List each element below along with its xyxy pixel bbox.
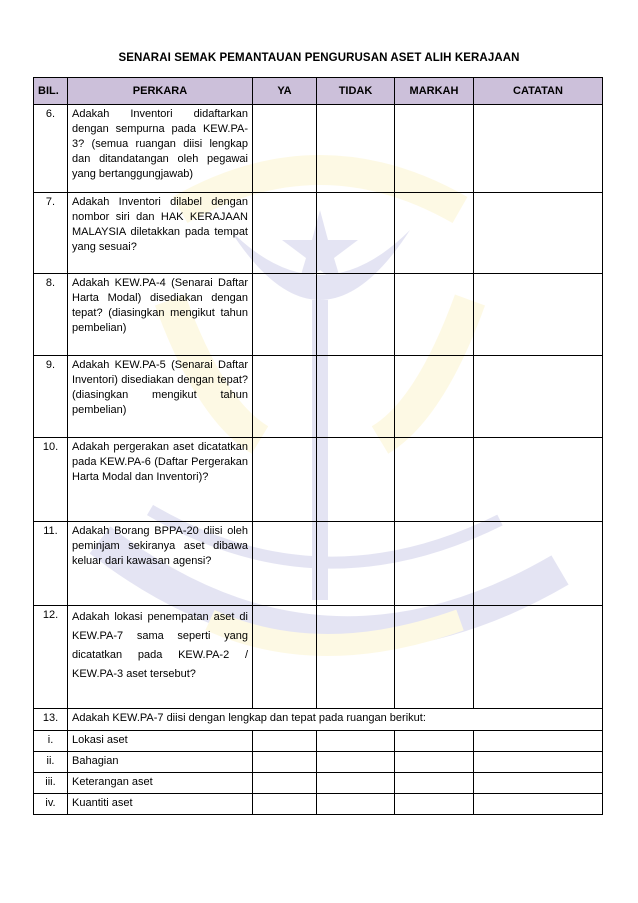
row-number: i.	[34, 731, 68, 752]
ya-cell[interactable]	[253, 438, 317, 522]
table-row	[34, 773, 603, 794]
markah-cell[interactable]	[395, 794, 474, 815]
row-item-text: Adakah lokasi penempatan aset di KEW.PA-7 sama seperti yang dicatatkan pada KEW.PA-2 / KEW.PA-3 aset tersebut?	[68, 606, 253, 709]
row-item-text: Adakah Borang BPPA-20 diisi oleh peminjam sekiranya aset dibawa keluar dari kawasan agensi?	[68, 522, 253, 606]
row-item-text: Lokasi aset	[68, 731, 253, 752]
catatan-cell[interactable]	[474, 105, 603, 193]
table-row	[34, 709, 603, 731]
row-number: iii.	[34, 773, 68, 794]
row-item-text: Adakah KEW.PA-5 (Senarai Daftar Inventori) disediakan dengan tepat? (diasingkan mengikut tahun pembelian)	[68, 356, 253, 438]
header-perkara: PERKARA	[68, 78, 253, 105]
catatan-cell[interactable]	[474, 274, 603, 356]
table-row	[34, 606, 603, 709]
catatan-cell[interactable]	[474, 794, 603, 815]
ya-cell[interactable]	[253, 794, 317, 815]
row-item-text: Keterangan aset	[68, 773, 253, 794]
ya-cell[interactable]	[253, 522, 317, 606]
tidak-cell[interactable]	[317, 356, 395, 438]
row-number: 13.	[34, 709, 68, 731]
tidak-cell[interactable]	[317, 522, 395, 606]
tidak-cell[interactable]	[317, 731, 395, 752]
tidak-cell[interactable]	[317, 193, 395, 274]
markah-cell[interactable]	[395, 773, 474, 794]
header-row	[34, 78, 603, 105]
row-item-text: Adakah Inventori didaftarkan dengan sempurna pada KEW.PA-3? (semua ruangan diisi lengkap dan ditandatangan oleh pegawai yang bertanggungjawab)	[68, 105, 253, 193]
markah-cell[interactable]	[395, 731, 474, 752]
row-number: 6.	[34, 105, 68, 193]
header-tidak: TIDAK	[317, 78, 395, 105]
checklist-table	[33, 77, 603, 815]
markah-cell[interactable]	[395, 356, 474, 438]
ya-cell[interactable]	[253, 752, 317, 773]
ya-cell[interactable]	[253, 606, 317, 709]
row-number: 7.	[34, 193, 68, 274]
table-row	[34, 274, 603, 356]
table-row	[34, 105, 603, 193]
markah-cell[interactable]	[395, 193, 474, 274]
table-row	[34, 356, 603, 438]
markah-cell[interactable]	[395, 438, 474, 522]
tidak-cell[interactable]	[317, 752, 395, 773]
header-markah: MARKAH	[395, 78, 474, 105]
row-number: iv.	[34, 794, 68, 815]
markah-cell[interactable]	[395, 522, 474, 606]
catatan-cell[interactable]	[474, 193, 603, 274]
table-row	[34, 794, 603, 815]
catatan-cell[interactable]	[474, 356, 603, 438]
markah-cell[interactable]	[395, 274, 474, 356]
ya-cell[interactable]	[253, 193, 317, 274]
table-row	[34, 193, 603, 274]
catatan-cell[interactable]	[474, 522, 603, 606]
catatan-cell[interactable]	[474, 773, 603, 794]
row-number: ii.	[34, 752, 68, 773]
ya-cell[interactable]	[253, 274, 317, 356]
header-bil: BIL.	[34, 78, 68, 105]
tidak-cell[interactable]	[317, 105, 395, 193]
header-ya: YA	[253, 78, 317, 105]
row-item-text: Adakah KEW.PA-7 diisi dengan lengkap dan tepat pada ruangan berikut:	[68, 709, 603, 731]
document-title: SENARAI SEMAK PEMANTAUAN PENGURUSAN ASET ALIH KERAJAAN	[118, 52, 520, 64]
row-item-text: Kuantiti aset	[68, 794, 253, 815]
row-number: 11.	[34, 522, 68, 606]
tidak-cell[interactable]	[317, 606, 395, 709]
markah-cell[interactable]	[395, 105, 474, 193]
catatan-cell[interactable]	[474, 606, 603, 709]
catatan-cell[interactable]	[474, 731, 603, 752]
row-item-text: Bahagian	[68, 752, 253, 773]
table-row	[34, 438, 603, 522]
row-item-text: Adakah KEW.PA-4 (Senarai Daftar Harta Modal) disediakan dengan tepat? (diasingkan mengikut tahun pembelian)	[68, 274, 253, 356]
catatan-cell[interactable]	[474, 752, 603, 773]
catatan-cell[interactable]	[474, 438, 603, 522]
row-number: 9.	[34, 356, 68, 438]
table-row	[34, 752, 603, 773]
table-row	[34, 731, 603, 752]
row-item-text: Adakah Inventori dilabel dengan nombor siri dan HAK KERAJAAN MALAYSIA diletakkan pada tempat yang sesuai?	[68, 193, 253, 274]
table-row	[34, 522, 603, 606]
markah-cell[interactable]	[395, 606, 474, 709]
tidak-cell[interactable]	[317, 274, 395, 356]
tidak-cell[interactable]	[317, 438, 395, 522]
ya-cell[interactable]	[253, 356, 317, 438]
tidak-cell[interactable]	[317, 773, 395, 794]
ya-cell[interactable]	[253, 773, 317, 794]
ya-cell[interactable]	[253, 731, 317, 752]
tidak-cell[interactable]	[317, 794, 395, 815]
markah-cell[interactable]	[395, 752, 474, 773]
row-item-text: Adakah pergerakan aset dicatatkan pada KEW.PA-6 (Daftar Pergerakan Harta Modal dan Inventori)?	[68, 438, 253, 522]
header-catatan: CATATAN	[474, 78, 603, 105]
row-number: 12.	[34, 606, 68, 709]
row-number: 8.	[34, 274, 68, 356]
ya-cell[interactable]	[253, 105, 317, 193]
row-number: 10.	[34, 438, 68, 522]
